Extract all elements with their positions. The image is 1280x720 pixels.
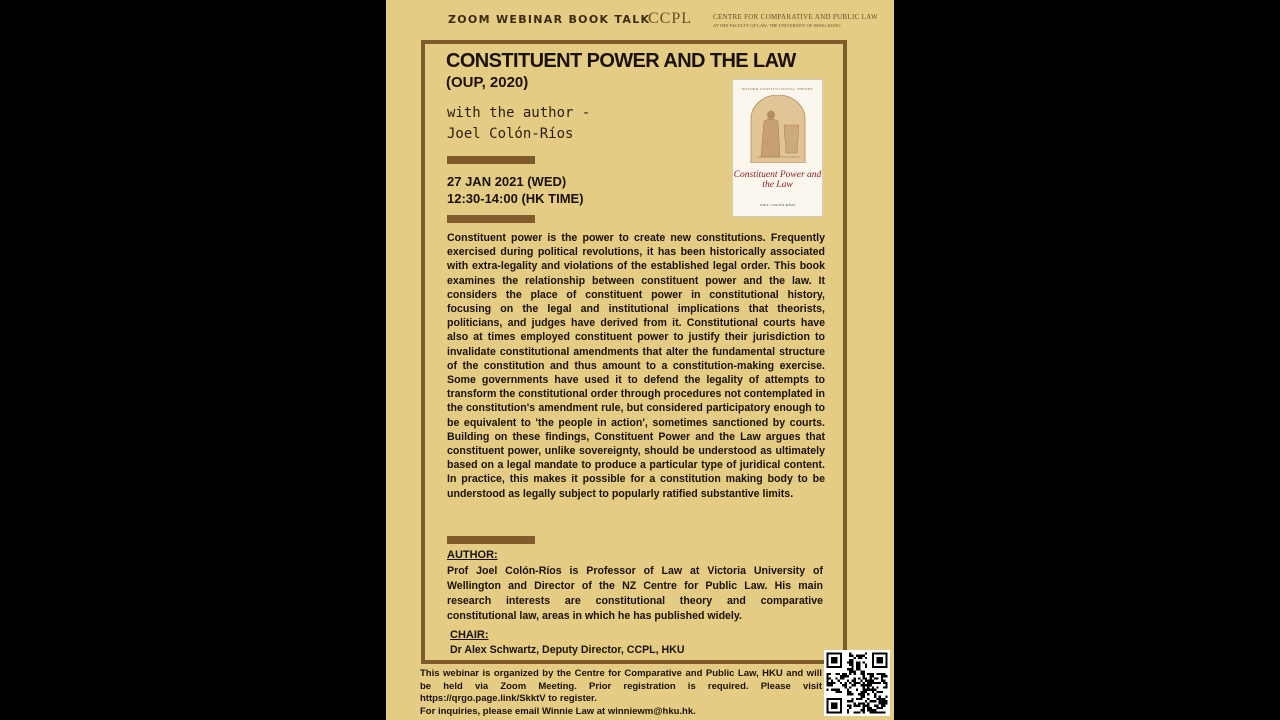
chair-name: Dr Alex Schwartz, Deputy Director, CCPL, HKU: [450, 644, 685, 656]
inquiry-text: For inquiries, please email Winnie Law at winniewm@hku.hk.: [420, 705, 696, 717]
registration-text: This webinar is organized by the Centre for Comparative and Public Law, HKU and will be held via Zoom Meeting. Prior registration is required. Please visit https://qrgo.page.link/SkktV to register.: [420, 668, 822, 704]
book-cover-image: [732, 79, 823, 217]
book-series: OXFORD CONSTITUTIONAL THEORY: [741, 87, 814, 91]
registration-qr-code[interactable]: [824, 650, 890, 716]
event-title: CONSTITUENT POWER AND THE LAW: [446, 50, 796, 72]
author-intro: [447, 103, 590, 145]
footer-info: [420, 668, 822, 718]
event-time: 12:30-14:00 (HK TIME): [447, 191, 584, 206]
event-date: 27 JAN 2021 (WED): [447, 174, 567, 189]
book-cover-title: Constituent Power and the Law: [733, 170, 822, 190]
event-poster: [386, 0, 894, 720]
org-name: CENTRE FOR COMPARATIVE AND PUBLIC LAW: [713, 13, 878, 21]
divider-bar: [447, 156, 535, 164]
event-datetime: [447, 173, 584, 207]
poster-header: [386, 10, 894, 32]
org-subtitle: AT THE FACULTY OF LAW, THE UNIVERSITY OF HONG KONG: [713, 23, 841, 28]
author-intro-line1: with the author -: [447, 105, 591, 121]
chair-heading: CHAIR:: [450, 629, 489, 641]
book-cover-author: JOEL COLÓN-RÍOS: [759, 203, 796, 207]
ccpl-logo: CCPL: [648, 10, 693, 27]
author-intro-line2: Joel Colón-Ríos: [447, 126, 574, 142]
divider-bar: [447, 536, 535, 544]
book-description: Constituent power is the power to create new constitutions. Frequently exercised during political revolutions, it has been historically associated with extra-legality and violations of the established legal order. This book examines the relationship between constituent power and the law. It considers the place of constituent power in constitutional history, focusing on the legal and institutional implications that theorists, politicians, and judges have derived from it. Constitutional courts have also at times employed constituent power to justify their jurisdiction to invalidate constitutional amendments that alter the fundamental structure of the constitution and thus amount to a constitution-making exercise. Some governments have used it to defend the legality of attempts to transform the constitutional order through procedures not contemplated in the constitution's amendment rule, but considered participatory enough to be equivalent to 'the people in action', sometimes sanctioned by courts. Building on these findings, Constituent Power and the Law argues that constituent power, unlike sovereignty, should be understood as ultimately based on a legal mandate to produce a particular type of juridical content. In practice, this makes it possible for a constitution making body to be understood as legally subject to popularly ratified substantive limits.: [447, 232, 825, 500]
author-heading: AUTHOR:: [447, 549, 498, 561]
divider-bar: [447, 215, 535, 223]
event-type-label: ZOOM WEBINAR BOOK TALK: [448, 13, 651, 26]
book-cover-illustration: [749, 95, 807, 163]
author-bio: Prof Joel Colón-Ríos is Professor of Law at Victoria University of Wellington and Director of the NZ Centre for Public Law. His main research interests are constitutional theory and comparative constitutional law, areas in which he has published widely.: [447, 565, 823, 622]
event-subtitle: (OUP, 2020): [446, 74, 529, 91]
